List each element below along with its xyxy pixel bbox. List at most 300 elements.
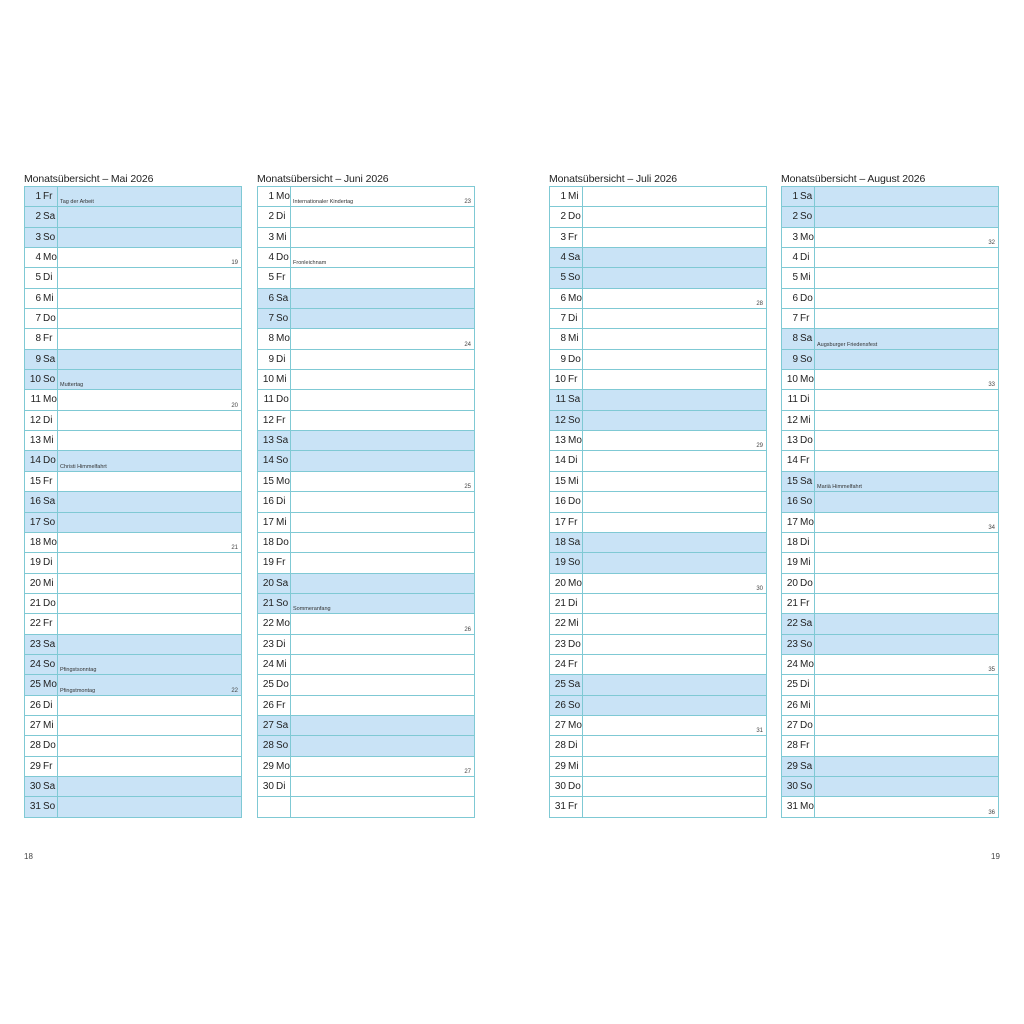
day-row[interactable] (782, 411, 998, 431)
day-label (258, 574, 291, 593)
day-row[interactable] (258, 411, 474, 431)
day-row[interactable] (550, 716, 766, 736)
day-row[interactable] (782, 187, 998, 207)
day-number: 3 (560, 231, 566, 243)
week-number: 24 (464, 341, 471, 348)
weekday: So (800, 780, 813, 792)
day-number: 20 (786, 577, 798, 589)
day-number: 28 (786, 740, 798, 752)
day-label (258, 716, 291, 735)
day-label (25, 655, 58, 674)
day-row[interactable] (258, 370, 474, 390)
month-july (549, 172, 767, 818)
day-row[interactable] (782, 614, 998, 634)
day-label (782, 451, 815, 470)
day-row[interactable] (258, 716, 474, 736)
day-number: 10 (786, 374, 798, 386)
day-row[interactable] (258, 574, 474, 594)
day-row[interactable] (782, 675, 998, 695)
day-number: 24 (786, 658, 798, 670)
weekday: Sa (568, 679, 581, 691)
day-row[interactable] (550, 594, 766, 614)
day-number: 4 (560, 252, 566, 264)
weekday: So (800, 211, 813, 223)
day-row[interactable] (550, 289, 766, 309)
holiday-label: Fronleichnam (293, 260, 327, 267)
day-number: 15 (554, 475, 566, 487)
weekday: Mo (568, 577, 582, 589)
day-number: 24 (554, 658, 566, 670)
day-label (25, 431, 58, 450)
day-row[interactable] (550, 757, 766, 777)
day-row[interactable] (25, 696, 241, 716)
day-row[interactable] (258, 635, 474, 655)
day-number: 21 (786, 597, 798, 609)
weekday: Fr (43, 760, 53, 772)
day-row[interactable] (25, 594, 241, 614)
day-number: 29 (262, 760, 274, 772)
day-row[interactable] (782, 268, 998, 288)
day-row[interactable] (550, 187, 766, 207)
day-row[interactable] (258, 268, 474, 288)
day-label (258, 472, 291, 491)
day-number: 18 (554, 536, 566, 548)
day-label (550, 431, 583, 450)
week-number: 33 (988, 382, 995, 389)
day-row[interactable] (25, 472, 241, 492)
day-label (25, 187, 58, 206)
day-row[interactable] (25, 777, 241, 797)
day-row[interactable] (25, 553, 241, 573)
day-row[interactable] (258, 350, 474, 370)
day-number: 6 (792, 292, 798, 304)
day-row[interactable] (782, 574, 998, 594)
day-row[interactable] (258, 207, 474, 227)
day-number: 1 (268, 191, 274, 202)
day-row[interactable] (782, 635, 998, 655)
day-number: 2 (560, 211, 566, 223)
day-label (258, 797, 291, 816)
day-row[interactable] (258, 614, 474, 634)
day-row[interactable] (258, 777, 474, 797)
day-row[interactable] (550, 431, 766, 451)
day-row[interactable] (782, 329, 998, 349)
day-number: 22 (786, 618, 798, 630)
day-row[interactable] (782, 757, 998, 777)
weekday: So (568, 272, 581, 284)
day-number: 8 (560, 333, 566, 345)
day-row[interactable] (782, 777, 998, 797)
day-number: 12 (262, 414, 274, 426)
day-number: 7 (792, 313, 798, 325)
day-row[interactable] (258, 309, 474, 329)
day-number: 19 (262, 557, 274, 569)
day-label (25, 309, 58, 328)
day-number: 6 (268, 292, 274, 304)
day-number: 27 (554, 719, 566, 731)
day-number: 9 (792, 353, 798, 365)
day-label (550, 228, 583, 247)
day-row[interactable] (258, 431, 474, 451)
day-number: 30 (262, 780, 274, 792)
day-row[interactable] (258, 390, 474, 410)
day-number: 11 (555, 394, 566, 406)
weekday: Sa (276, 577, 289, 589)
day-label (550, 696, 583, 715)
day-row[interactable] (550, 390, 766, 410)
weekday: Fr (568, 374, 578, 386)
day-row[interactable] (782, 431, 998, 451)
day-row[interactable] (550, 248, 766, 268)
day-row[interactable] (258, 329, 474, 349)
day-label (25, 268, 58, 287)
day-row[interactable] (25, 431, 241, 451)
day-number: 31 (786, 801, 798, 813)
day-label (25, 228, 58, 247)
weekday: Mi (276, 658, 287, 670)
day-number: 4 (268, 252, 274, 264)
day-row[interactable] (258, 248, 474, 268)
day-label (550, 533, 583, 552)
day-label (258, 614, 291, 633)
weekday: Mo (43, 679, 57, 691)
day-label (25, 757, 58, 776)
day-row[interactable] (550, 553, 766, 573)
day-label (782, 635, 815, 654)
day-row[interactable] (25, 309, 241, 329)
day-row[interactable] (25, 289, 241, 309)
weekday: Fr (800, 740, 810, 752)
day-number: 13 (29, 435, 41, 447)
day-row[interactable] (782, 248, 998, 268)
weekday: So (276, 313, 289, 325)
week-number: 36 (988, 809, 995, 816)
day-row[interactable] (782, 228, 998, 248)
day-number: 3 (268, 231, 274, 243)
month-title: Monatsübersicht – Juli 2026 (549, 173, 678, 185)
week-number: 29 (756, 443, 763, 450)
day-label (782, 309, 815, 328)
day-row[interactable] (25, 248, 241, 268)
week-number: 20 (231, 402, 238, 409)
weekday: Fr (568, 801, 578, 813)
day-grid (549, 186, 767, 818)
day-row[interactable] (550, 736, 766, 756)
day-label (25, 736, 58, 755)
weekday: Di (276, 638, 286, 650)
day-row[interactable] (782, 370, 998, 390)
day-row[interactable] (25, 370, 241, 390)
day-row[interactable] (782, 492, 998, 512)
day-label (25, 350, 58, 369)
day-row[interactable] (25, 492, 241, 512)
day-row[interactable] (782, 309, 998, 329)
day-row[interactable] (782, 451, 998, 471)
day-number: 16 (554, 496, 566, 508)
day-number: 28 (262, 740, 274, 752)
weekday: Mi (276, 374, 287, 386)
day-row[interactable] (782, 207, 998, 227)
day-number: 9 (560, 353, 566, 365)
day-label (550, 451, 583, 470)
day-label (782, 696, 815, 715)
day-number: 27 (29, 719, 41, 731)
weekday: Mi (800, 272, 811, 284)
week-number: 35 (988, 667, 995, 674)
day-row[interactable] (550, 228, 766, 248)
day-label (550, 716, 583, 735)
day-label (25, 390, 58, 409)
holiday-label: Internationaler Kindertag (293, 199, 354, 206)
month-title: Monatsübersicht – Mai 2026 (24, 173, 154, 185)
day-number: 15 (786, 475, 798, 487)
weekday: Mi (43, 719, 54, 731)
day-label (25, 329, 58, 348)
day-row[interactable] (550, 797, 766, 817)
day-row[interactable] (258, 696, 474, 716)
day-label (782, 187, 815, 206)
weekday: Fr (43, 333, 53, 345)
weekday: Mo (800, 231, 814, 243)
day-row[interactable] (550, 675, 766, 695)
day-row[interactable] (782, 289, 998, 309)
day-number: 12 (786, 414, 798, 426)
day-label (258, 777, 291, 796)
holiday-label: Muttertag (60, 382, 84, 389)
day-number: 15 (262, 475, 274, 487)
day-row[interactable] (25, 390, 241, 410)
day-label (258, 513, 291, 532)
day-row[interactable] (550, 411, 766, 431)
day-grid (257, 186, 475, 818)
day-number: 23 (29, 638, 41, 650)
day-label (782, 777, 815, 796)
day-label (258, 228, 291, 247)
week-number: 22 (231, 687, 238, 694)
weekday: Di (43, 272, 53, 284)
day-number: 19 (554, 557, 566, 569)
day-number: 10 (262, 374, 274, 386)
day-label (550, 614, 583, 633)
day-row[interactable] (258, 594, 474, 614)
day-row[interactable] (25, 635, 241, 655)
weekday: Mi (568, 760, 579, 772)
day-number: 27 (786, 719, 798, 731)
day-label (25, 797, 58, 816)
day-number: 1 (792, 191, 798, 202)
day-row[interactable] (25, 675, 241, 695)
day-row[interactable] (258, 513, 474, 533)
weekday: Do (568, 780, 581, 792)
weekday: Mi (43, 435, 54, 447)
day-number: 23 (262, 638, 274, 650)
day-label (550, 248, 583, 267)
weekday: Mo (568, 435, 582, 447)
weekday: Do (800, 577, 813, 589)
day-row[interactable] (550, 777, 766, 797)
day-number: 29 (786, 760, 798, 772)
weekday: Do (568, 211, 581, 223)
day-number: 22 (29, 618, 41, 630)
day-number: 9 (268, 353, 274, 365)
day-label (550, 472, 583, 491)
day-row[interactable] (550, 309, 766, 329)
day-row[interactable] (25, 614, 241, 634)
weekday: Di (800, 252, 810, 264)
day-row[interactable] (550, 329, 766, 349)
weekday: Di (276, 353, 286, 365)
day-label (258, 390, 291, 409)
day-label (550, 594, 583, 613)
day-row[interactable] (258, 472, 474, 492)
day-row[interactable] (550, 492, 766, 512)
day-row[interactable] (550, 350, 766, 370)
day-number: 2 (268, 211, 274, 223)
day-number: 22 (262, 618, 274, 630)
day-row[interactable] (25, 187, 241, 207)
day-number: 28 (29, 740, 41, 752)
day-row[interactable] (782, 553, 998, 573)
day-row[interactable] (25, 228, 241, 248)
day-label (25, 675, 58, 694)
day-label (782, 492, 815, 511)
day-row[interactable] (782, 716, 998, 736)
weekday: Sa (800, 760, 813, 772)
day-label (25, 513, 58, 532)
day-row[interactable] (550, 207, 766, 227)
day-number: 16 (786, 496, 798, 508)
day-row[interactable] (258, 757, 474, 777)
day-number: 17 (262, 516, 274, 528)
day-row[interactable] (550, 268, 766, 288)
day-row[interactable] (550, 614, 766, 634)
day-label (25, 696, 58, 715)
day-row[interactable] (25, 350, 241, 370)
day-row[interactable] (782, 696, 998, 716)
day-number: 9 (35, 353, 41, 365)
day-label (782, 411, 815, 430)
day-row[interactable] (25, 513, 241, 533)
day-label (550, 309, 583, 328)
weekday: Di (800, 394, 810, 406)
day-row[interactable] (550, 533, 766, 553)
day-row[interactable] (25, 797, 241, 817)
day-row[interactable] (782, 390, 998, 410)
day-label (25, 451, 58, 470)
holiday-label: Mariä Himmelfahrt (817, 484, 862, 491)
day-row[interactable] (25, 451, 241, 471)
day-row[interactable] (550, 635, 766, 655)
day-row[interactable] (25, 655, 241, 675)
weekday: Fr (276, 557, 286, 569)
day-row[interactable] (550, 513, 766, 533)
day-row[interactable] (782, 350, 998, 370)
day-label (550, 207, 583, 226)
weekday: Sa (43, 638, 56, 650)
weekday: Fr (568, 658, 578, 670)
day-row[interactable] (782, 797, 998, 817)
day-row[interactable] (550, 696, 766, 716)
day-row[interactable] (25, 411, 241, 431)
day-row[interactable] (550, 472, 766, 492)
day-row[interactable] (258, 736, 474, 756)
day-row[interactable] (258, 797, 474, 817)
day-number: 2 (35, 211, 41, 223)
week-number: 27 (464, 768, 471, 775)
day-label (258, 655, 291, 674)
weekday: Sa (800, 475, 813, 487)
day-row[interactable] (258, 289, 474, 309)
day-row[interactable] (782, 513, 998, 533)
weekday: Sa (568, 394, 581, 406)
day-row[interactable] (258, 228, 474, 248)
day-number: 26 (262, 699, 274, 711)
day-label (25, 635, 58, 654)
holiday-label: Tag der Arbeit (60, 199, 94, 206)
day-row[interactable] (25, 574, 241, 594)
day-row[interactable] (782, 472, 998, 492)
day-row[interactable] (25, 207, 241, 227)
day-number: 8 (792, 333, 798, 345)
weekday: Di (800, 679, 810, 691)
day-row[interactable] (258, 451, 474, 471)
day-number: 12 (29, 414, 41, 426)
day-row[interactable] (782, 655, 998, 675)
day-number: 30 (786, 780, 798, 792)
day-row[interactable] (25, 268, 241, 288)
day-label (550, 513, 583, 532)
weekday: So (276, 455, 289, 467)
day-row[interactable] (258, 655, 474, 675)
day-number: 28 (554, 740, 566, 752)
day-row[interactable] (782, 736, 998, 756)
day-row[interactable] (550, 370, 766, 390)
day-row[interactable] (258, 492, 474, 512)
day-row[interactable] (550, 574, 766, 594)
day-label (550, 268, 583, 287)
day-row[interactable] (550, 655, 766, 675)
day-number: 5 (268, 272, 274, 284)
day-number: 8 (35, 333, 41, 345)
weekday: Sa (800, 618, 813, 630)
weekday: Mi (43, 292, 54, 304)
weekday: Mo (276, 191, 290, 202)
day-row[interactable] (550, 451, 766, 471)
day-label (550, 289, 583, 308)
day-number: 6 (35, 292, 41, 304)
day-label (258, 492, 291, 511)
day-row[interactable] (258, 187, 474, 207)
weekday: Sa (276, 719, 289, 731)
day-row[interactable] (782, 533, 998, 553)
day-row[interactable] (25, 329, 241, 349)
day-row[interactable] (25, 736, 241, 756)
day-number: 25 (262, 679, 274, 691)
day-row[interactable] (782, 594, 998, 614)
page-number-left: 18 (24, 852, 33, 861)
day-row[interactable] (258, 553, 474, 573)
day-row[interactable] (258, 675, 474, 695)
day-row[interactable] (25, 533, 241, 553)
day-row[interactable] (25, 716, 241, 736)
weekday: Mo (43, 394, 57, 406)
day-row[interactable] (258, 533, 474, 553)
weekday: So (568, 557, 581, 569)
weekday: Do (568, 496, 581, 508)
day-row[interactable] (25, 757, 241, 777)
day-number: 5 (792, 272, 798, 284)
day-label (25, 248, 58, 267)
